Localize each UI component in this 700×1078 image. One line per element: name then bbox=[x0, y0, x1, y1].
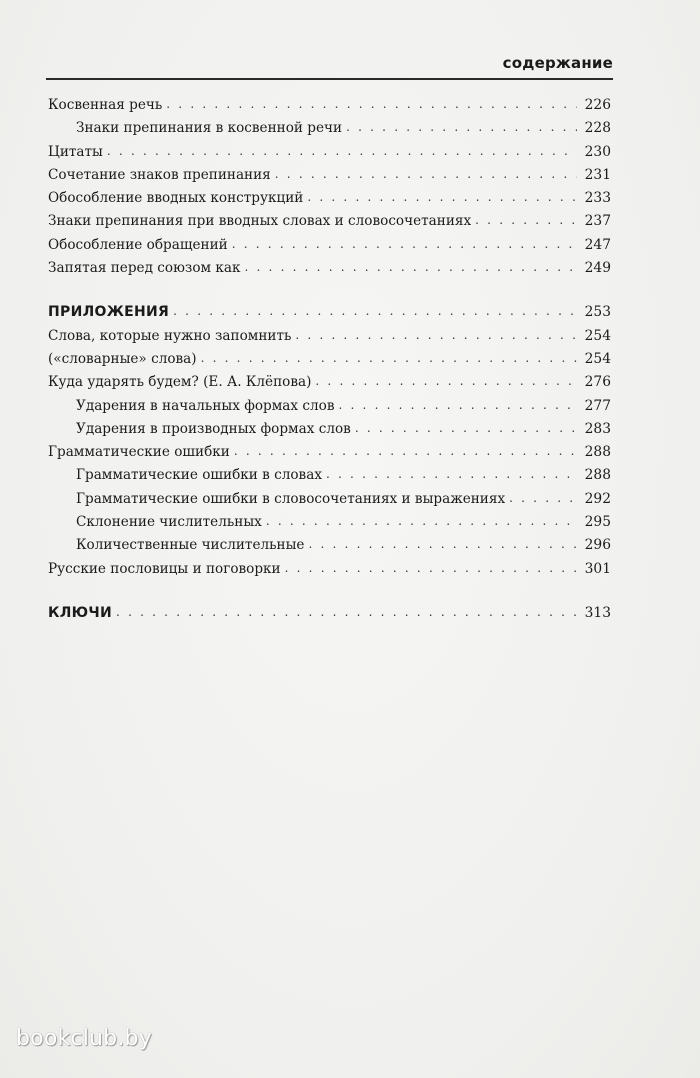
toc-entry-title: Запятая перед союзом как bbox=[48, 260, 241, 277]
toc-entry-title: Русские пословицы и поговорки bbox=[48, 560, 281, 577]
toc-entry[interactable] bbox=[48, 444, 611, 467]
leader-dots bbox=[245, 261, 578, 273]
toc-entry-title: Грамматические ошибки bbox=[48, 444, 230, 461]
running-header bbox=[46, 52, 613, 80]
toc-entry-page-number: 292 bbox=[584, 490, 611, 507]
toc-entry-title: Цитаты bbox=[48, 143, 103, 160]
toc-entry-title: Грамматические ошибки в словосочетаниях и выражениях bbox=[76, 490, 506, 507]
header-title: содержание bbox=[502, 54, 613, 72]
toc-entry-page-number: 296 bbox=[584, 537, 611, 554]
leader-dots bbox=[266, 515, 577, 527]
toc-entry-title: Склонение числительных bbox=[76, 514, 262, 531]
toc-entry[interactable] bbox=[48, 605, 611, 628]
leader-dots bbox=[275, 168, 577, 180]
toc-entry-page-number: 277 bbox=[584, 397, 611, 414]
toc-entry-page-number: 295 bbox=[584, 514, 611, 531]
toc-entry-page-number: 288 bbox=[584, 467, 611, 484]
toc-entry-page-number: 313 bbox=[584, 604, 611, 621]
toc-entry[interactable] bbox=[48, 260, 611, 283]
toc-entry[interactable] bbox=[48, 491, 611, 514]
toc-entry-title: Знаки препинания при вводных словах и словосочетаниях bbox=[48, 213, 472, 230]
toc-entry-page-number: 230 bbox=[584, 143, 611, 160]
toc-entry-page-number: 247 bbox=[584, 236, 611, 253]
toc-entry-page-number: 253 bbox=[584, 304, 611, 321]
leader-dots bbox=[107, 145, 577, 157]
toc-entry-title: Знаки препинания в косвенной речи bbox=[76, 120, 343, 137]
toc-entry[interactable] bbox=[48, 398, 611, 421]
toc-entry[interactable] bbox=[48, 561, 611, 584]
toc-entry-title: Грамматические ошибки в словах bbox=[76, 467, 322, 484]
toc-entry[interactable] bbox=[48, 328, 611, 351]
leader-dots bbox=[475, 214, 577, 226]
toc-entry[interactable] bbox=[48, 144, 611, 167]
toc-section bbox=[48, 605, 611, 628]
leader-dots bbox=[234, 445, 577, 457]
toc-entry-page-number: 254 bbox=[584, 350, 611, 367]
leader-dots bbox=[346, 121, 577, 133]
toc-entry[interactable] bbox=[48, 374, 611, 397]
toc-entry[interactable] bbox=[48, 213, 611, 236]
leader-dots bbox=[116, 606, 577, 618]
leader-dots bbox=[308, 538, 577, 550]
toc-entry[interactable] bbox=[48, 467, 611, 490]
toc-entry[interactable] bbox=[48, 167, 611, 190]
leader-dots bbox=[326, 468, 577, 480]
toc-entry-page-number: 226 bbox=[584, 97, 611, 113]
toc-entry-page-number: 249 bbox=[584, 260, 611, 277]
toc-entry-page-number: 283 bbox=[584, 420, 611, 437]
toc-entry-page-number: 237 bbox=[584, 213, 611, 230]
toc-entry[interactable] bbox=[48, 351, 611, 374]
leader-dots bbox=[295, 329, 577, 341]
toc-entry-title: Куда ударять будем? (Е. А. Клёпова) bbox=[48, 374, 312, 391]
watermark-logo: bookclub.by bbox=[16, 1026, 152, 1051]
leader-dots bbox=[315, 375, 577, 387]
toc-entry-page-number: 254 bbox=[584, 327, 611, 344]
toc-entry-title: Сочетание знаков препинания bbox=[48, 166, 271, 183]
toc-entry-title: ПРИЛОЖЕНИЯ bbox=[48, 304, 170, 321]
leader-dots bbox=[201, 352, 577, 364]
toc-entry-title: Косвенная речь bbox=[48, 97, 163, 113]
toc-entry[interactable] bbox=[48, 514, 611, 537]
toc-entry-page-number: 288 bbox=[584, 444, 611, 461]
table-of-contents bbox=[48, 97, 611, 628]
leader-dots bbox=[285, 562, 577, 574]
leader-dots bbox=[232, 238, 577, 250]
toc-entry[interactable] bbox=[48, 537, 611, 560]
leader-dots bbox=[338, 399, 577, 411]
toc-entry-page-number: 301 bbox=[584, 560, 611, 577]
toc-entry[interactable] bbox=[48, 190, 611, 213]
toc-entry-title: («словарные» слова) bbox=[48, 350, 197, 367]
leader-dots bbox=[173, 305, 577, 317]
toc-entry-title: Обособление вводных конструкций bbox=[48, 190, 304, 207]
toc-entry-title: КЛЮЧИ bbox=[48, 604, 113, 621]
leader-dots bbox=[307, 191, 577, 203]
toc-entry-title: Обособление обращений bbox=[48, 236, 228, 253]
toc-entry-title: Ударения в начальных формах слов bbox=[76, 397, 335, 414]
toc-entry[interactable] bbox=[48, 97, 611, 120]
toc-entry-page-number: 228 bbox=[584, 120, 611, 137]
leader-dots bbox=[355, 422, 577, 434]
toc-entry[interactable] bbox=[48, 237, 611, 260]
toc-entry-title: Количественные числительные bbox=[76, 537, 305, 554]
toc-section bbox=[48, 304, 611, 584]
leader-dots bbox=[509, 492, 577, 504]
toc-entry-page-number: 231 bbox=[584, 166, 611, 183]
toc-entry[interactable] bbox=[48, 120, 611, 143]
toc-section bbox=[48, 97, 611, 283]
toc-entry-title: Слова, которые нужно запомнить bbox=[48, 327, 292, 344]
toc-entry[interactable] bbox=[48, 421, 611, 444]
toc-entry-page-number: 276 bbox=[584, 374, 611, 391]
leader-dots bbox=[166, 98, 577, 110]
toc-entry-page-number: 233 bbox=[584, 190, 611, 207]
toc-entry[interactable] bbox=[48, 304, 611, 327]
toc-entry-title: Ударения в производных формах слов bbox=[76, 420, 351, 437]
